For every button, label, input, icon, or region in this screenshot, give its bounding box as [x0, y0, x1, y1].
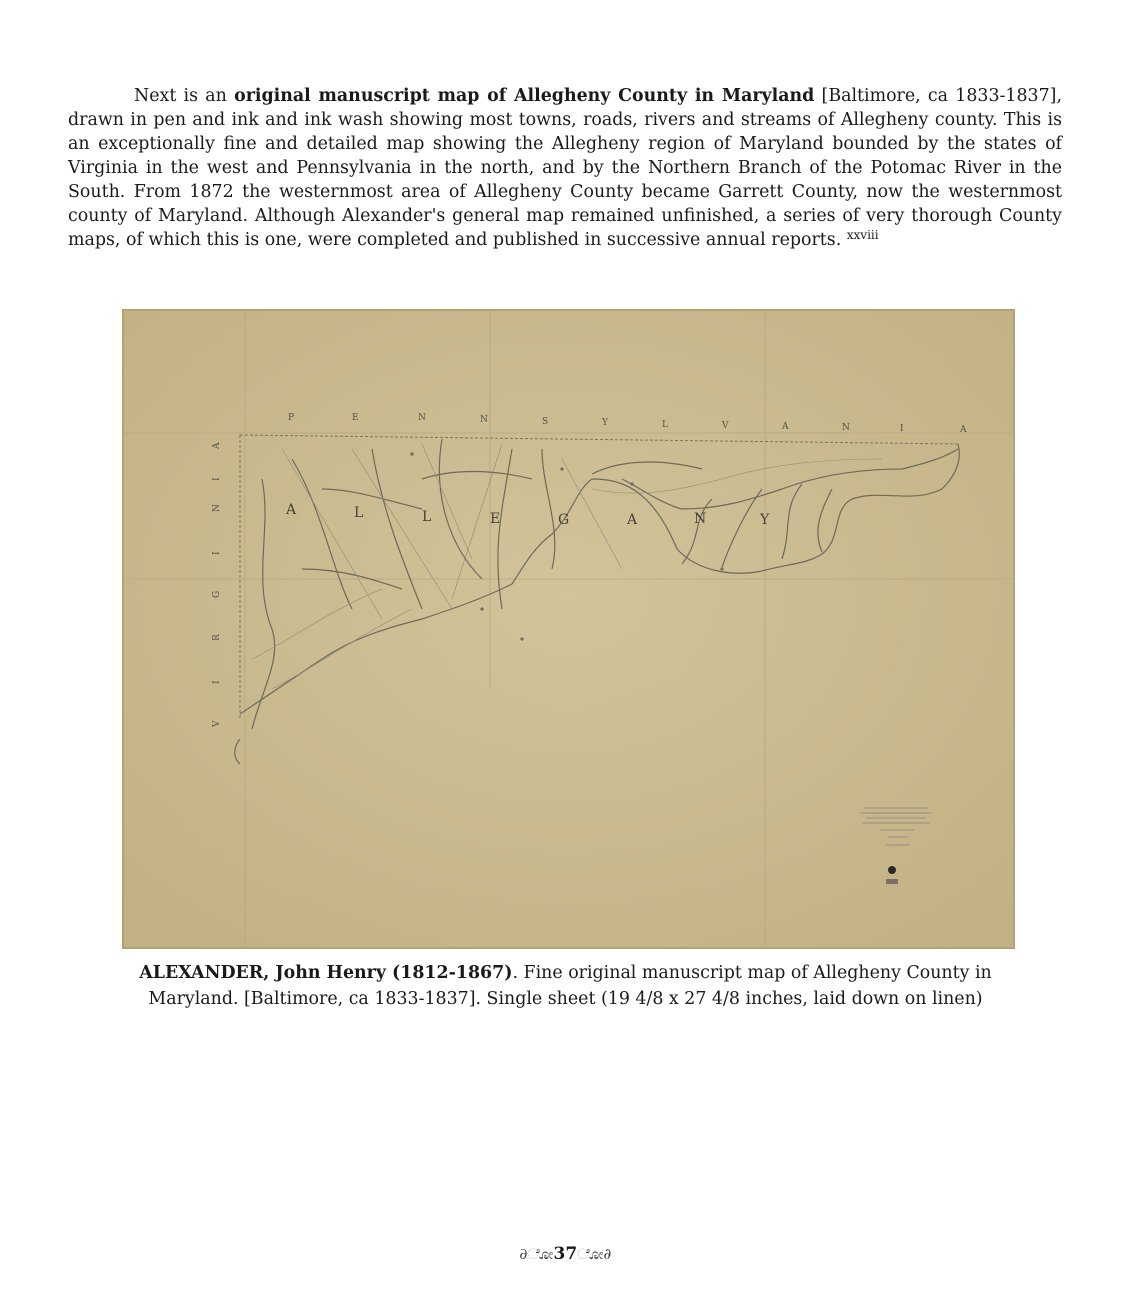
- map-letter: R: [212, 634, 222, 641]
- map-letter: N: [694, 511, 707, 527]
- map-letter: N: [842, 423, 850, 433]
- map-letter: L: [662, 420, 668, 430]
- map-letter: N: [212, 504, 222, 512]
- para-lead: Next is an: [134, 86, 235, 106]
- map-letter: G: [212, 590, 222, 598]
- map-letter: Y: [760, 512, 770, 528]
- page-number-value: 37: [553, 1244, 578, 1264]
- page-ornament-right: ೋ∂: [577, 1245, 612, 1263]
- map-letter: E: [352, 413, 359, 423]
- map-letter: A: [782, 422, 789, 432]
- map-letter: I: [900, 424, 904, 434]
- map-letter: V: [722, 421, 729, 431]
- caption-line2: Maryland. [Baltimore, ca 1833-1837]. Single sheet (19 4/8 x 27 4/8 inches, laid down on linen): [148, 989, 983, 1009]
- footnote-marker: xxviii: [846, 228, 879, 242]
- map-letter: A: [627, 512, 638, 528]
- caption-line1: . Fine original manuscript map of Allegheny County in: [512, 963, 992, 983]
- map-letter: A: [286, 502, 297, 518]
- para-body: [Baltimore, ca 1833-1837], drawn in pen and ink and ink wash showing most towns, roads, rivers and streams of Allegheny county. This is an exceptionally fine and detailed map showing the Allegheny region of Maryland bounded by the states of Virginia in the west and Pennsylvania in the north, and by the Northern Branch of the Potomac River in the South. From 1872 the westernmost area of Allegheny County became Garrett County, now the westernmost county of Maryland. Although Alexander's general map remained unfinished, a series of very thorough County maps, of which this is one, were completed and published in successive annual reports.: [68, 86, 1062, 250]
- map-letter: S: [542, 417, 549, 427]
- map-letter: Y: [602, 418, 608, 428]
- map-letter: I: [212, 477, 222, 481]
- map-letter: I: [212, 680, 222, 684]
- map-ink-mark: [886, 879, 898, 884]
- map-letter: G: [558, 512, 570, 528]
- page-ornament-left: ∂ೋ: [519, 1245, 554, 1263]
- map-letter: N: [480, 415, 488, 425]
- map-letter: L: [422, 509, 432, 525]
- intro-paragraph: [68, 84, 1062, 252]
- map-letter: I: [212, 551, 222, 555]
- map-image: [122, 309, 1015, 949]
- map-letter: A: [212, 442, 222, 449]
- map-drawing: [122, 309, 1015, 949]
- map-letter: E: [490, 511, 501, 527]
- map-letter: L: [354, 505, 364, 521]
- map-letter: N: [418, 413, 426, 423]
- caption-dates: (1812-1867): [385, 963, 513, 983]
- map-ink-dot: [888, 866, 896, 874]
- page-number: [0, 1244, 1131, 1264]
- caption-author: ALEXANDER, John Henry: [139, 963, 386, 983]
- para-bold-title: original manuscript map of Allegheny County in Maryland: [234, 86, 815, 106]
- map-letter: V: [212, 720, 222, 727]
- figure-caption: [60, 960, 1071, 1012]
- map-letter: P: [288, 413, 295, 423]
- map-paper: [122, 309, 1015, 949]
- map-letter: A: [960, 425, 967, 435]
